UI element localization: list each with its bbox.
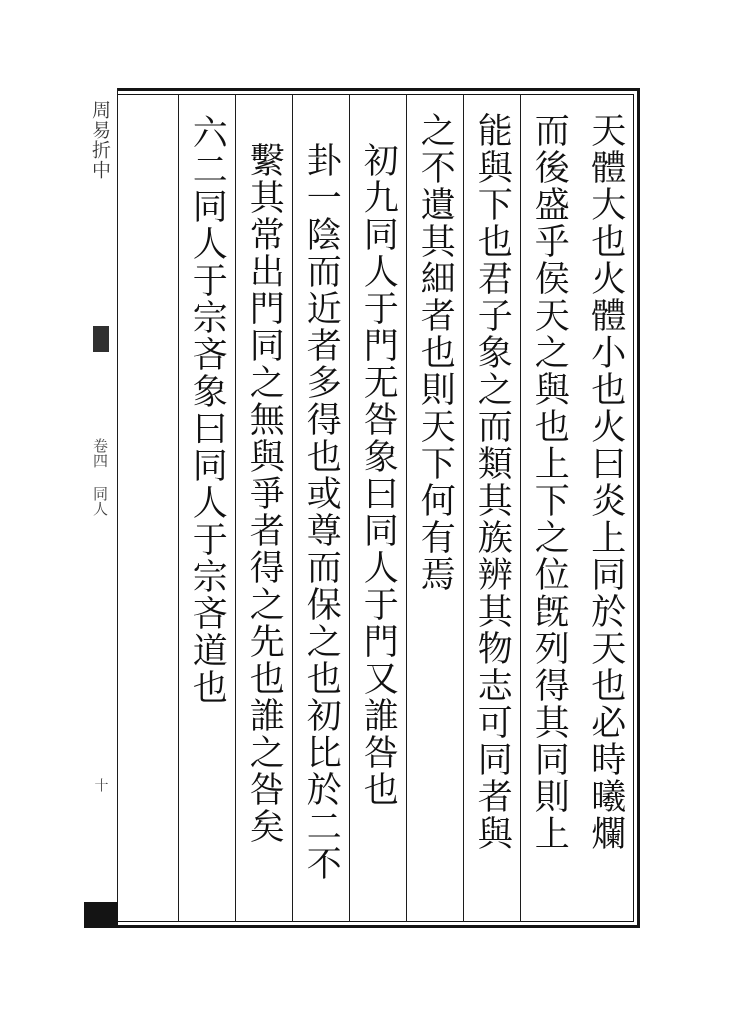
text-column-content: 繫其常出門同之無與爭者得之先也誰之咎矣 [244, 142, 285, 845]
text-column-content: 卦一陰而近者多得也或尊而保之也初比於二不 [301, 142, 342, 882]
text-column [235, 94, 292, 922]
text-column [178, 94, 235, 922]
margin-foot-mark: 十 [92, 778, 109, 792]
text-column-content: 天體大也火體小也火曰炎上同於天也必時曦爛 [585, 112, 626, 852]
text-column [292, 94, 349, 922]
text-column-content: 之不遺其細者也則天下何有焉 [415, 112, 456, 593]
text-column-content: 能與下也君子象之而類其族辨其物志可同者與 [472, 112, 513, 852]
margin-section-label: 卷四 同人 [91, 438, 109, 516]
margin-header-title: 周易折中 [89, 100, 111, 180]
text-column-content: 六二同人于宗吝象曰同人于宗吝道也 [187, 114, 228, 706]
text-column [463, 94, 520, 922]
text-column [520, 94, 577, 922]
text-column [406, 94, 463, 922]
text-column-content: 初九同人于門无咎象曰同人于門又誰咎也 [358, 142, 399, 808]
text-column-content: 而後盛乎侯天之與也上下之位旣列得其同則上 [529, 112, 570, 852]
text-column-block [90, 94, 634, 922]
text-column [349, 94, 406, 922]
text-column [577, 94, 634, 922]
